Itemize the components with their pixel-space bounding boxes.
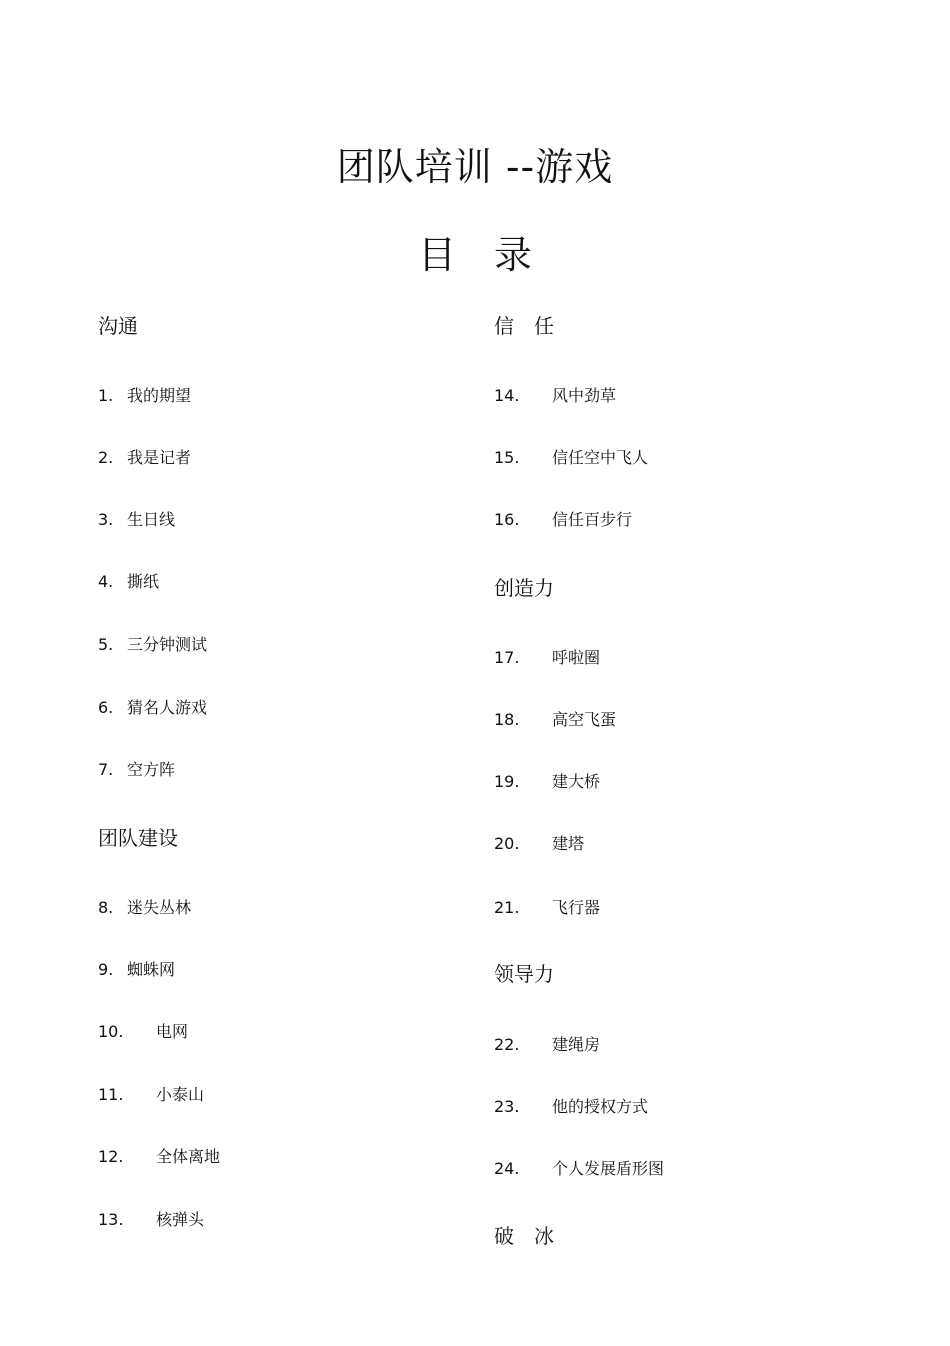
toc-item[interactable] (494, 1033, 600, 1057)
toc-item[interactable] (98, 958, 175, 982)
toc-item[interactable] (98, 446, 191, 470)
toc-item-number: 13. (98, 1210, 124, 1229)
section-heading-leadership: 领导力 (494, 962, 554, 986)
toc-item-label: 我的期望 (127, 386, 192, 405)
toc-item-label: 电网 (156, 1022, 189, 1041)
toc-item-number: 6. (98, 698, 114, 717)
toc-item[interactable] (494, 1157, 664, 1181)
toc-item-label: 风中劲草 (552, 386, 617, 405)
toc-item-number: 5. (98, 635, 114, 654)
toc-item-label: 迷失丛林 (127, 898, 192, 917)
toc-item-label: 三分钟测试 (127, 635, 208, 654)
toc-item[interactable] (98, 896, 191, 920)
toc-item-label: 空方阵 (127, 760, 176, 779)
toc-item[interactable] (494, 770, 600, 794)
toc-item-label: 高空飞蛋 (552, 710, 617, 729)
toc-item-label: 全体离地 (156, 1147, 221, 1166)
toc-item[interactable] (98, 1083, 204, 1107)
toc-item[interactable] (494, 832, 584, 856)
toc-item-label: 呼啦圈 (552, 648, 601, 667)
toc-item[interactable] (494, 646, 600, 670)
toc-item-label: 个人发展盾形图 (552, 1159, 665, 1178)
toc-item[interactable] (98, 508, 175, 532)
toc-item[interactable] (98, 633, 207, 657)
toc-item-label: 我是记者 (127, 448, 192, 467)
toc-item-number: 2. (98, 448, 114, 467)
toc-item-label: 建塔 (552, 834, 585, 853)
document-title: 团队培训 --游戏 (336, 145, 614, 189)
toc-item-label: 猜名人游戏 (127, 698, 208, 717)
toc-item[interactable] (98, 570, 159, 594)
toc-item-number: 18. (494, 710, 520, 729)
toc-item-label: 飞行器 (552, 898, 601, 917)
toc-heading: 目 录 (417, 233, 532, 277)
toc-item[interactable] (494, 446, 648, 470)
toc-item-number: 1. (98, 386, 114, 405)
toc-item[interactable] (494, 708, 616, 732)
toc-item[interactable] (98, 1208, 204, 1232)
toc-item-number: 11. (98, 1085, 124, 1104)
toc-item[interactable] (494, 1095, 648, 1119)
toc-item[interactable] (494, 896, 600, 920)
toc-item-number: 20. (494, 834, 520, 853)
toc-item-number: 19. (494, 772, 520, 791)
toc-item-number: 10. (98, 1022, 124, 1041)
toc-item[interactable] (98, 696, 207, 720)
toc-item-number: 22. (494, 1035, 520, 1054)
toc-item-label: 小泰山 (156, 1085, 205, 1104)
toc-item-number: 14. (494, 386, 520, 405)
toc-item-number: 17. (494, 648, 520, 667)
toc-item-number: 16. (494, 510, 520, 529)
toc-right-column (494, 0, 894, 1346)
section-heading-icebreaker: 破 冰 (494, 1224, 554, 1248)
section-heading-team-building: 团队建设 (98, 826, 178, 850)
toc-item-label: 他的授权方式 (552, 1097, 649, 1116)
toc-item-number: 3. (98, 510, 114, 529)
toc-item-number: 4. (98, 572, 114, 591)
toc-item-label: 建绳房 (552, 1035, 601, 1054)
toc-item-number: 8. (98, 898, 114, 917)
toc-item[interactable] (98, 758, 175, 782)
section-heading-communication: 沟通 (98, 314, 138, 338)
toc-item-number: 24. (494, 1159, 520, 1178)
toc-item-number: 7. (98, 760, 114, 779)
toc-item-number: 15. (494, 448, 520, 467)
toc-item-number: 12. (98, 1147, 124, 1166)
toc-item-number: 21. (494, 898, 520, 917)
toc-item[interactable] (98, 1145, 220, 1169)
toc-item[interactable] (98, 1020, 188, 1044)
toc-item-label: 信任百步行 (552, 510, 633, 529)
toc-item-label: 撕纸 (127, 572, 160, 591)
toc-item-number: 9. (98, 960, 114, 979)
toc-item[interactable] (98, 384, 191, 408)
toc-item-label: 信任空中飞人 (552, 448, 649, 467)
toc-item-label: 核弹头 (156, 1210, 205, 1229)
toc-item[interactable] (494, 508, 632, 532)
toc-item-label: 建大桥 (552, 772, 601, 791)
toc-left-column (98, 0, 498, 1346)
toc-item-number: 23. (494, 1097, 520, 1116)
toc-item-label: 蜘蛛网 (127, 960, 176, 979)
toc-item-label: 生日线 (127, 510, 176, 529)
section-heading-trust: 信 任 (494, 314, 554, 338)
section-heading-creativity: 创造力 (494, 576, 554, 600)
toc-item[interactable] (494, 384, 616, 408)
